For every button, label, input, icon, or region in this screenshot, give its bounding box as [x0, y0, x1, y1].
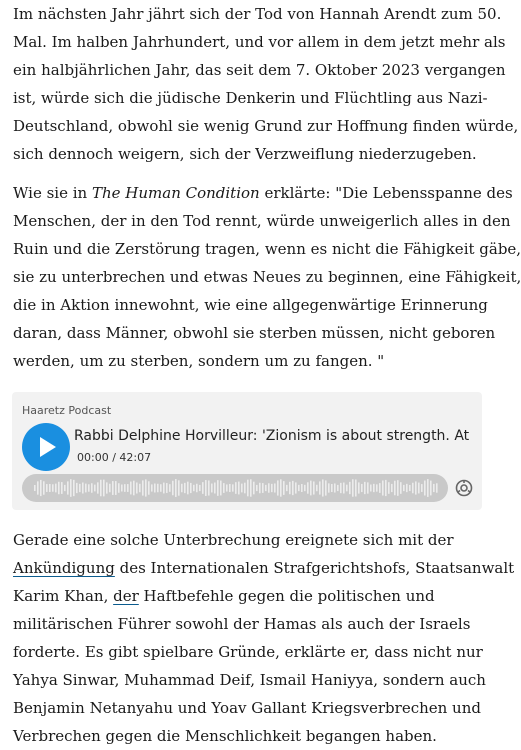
waveform-graphic: [22, 474, 448, 502]
podcast-label: Haaretz Podcast: [22, 404, 112, 417]
text-line: Mal. Im halben Jahrhundert, und vor allem in dem jetzt mehr als: [13, 33, 506, 51]
text-line: Yahya Sinwar, Muhammad Deif, Ismail Haniyya, sondern auch: [13, 671, 486, 689]
text-fragment: erklärte: "Die Lebensspanne des: [259, 184, 513, 202]
text-line: Menschen, der in den Tod rennt, würde unweigerlich alles in den: [13, 212, 511, 230]
paragraph-arendt-anniversary: [13, 0, 518, 168]
podcast-episode-title[interactable]: Rabbi Delphine Horvilleur: 'Zionism is about strength. At: [74, 428, 470, 444]
play-icon: [22, 423, 70, 471]
announcement-link[interactable]: Ankündigung: [13, 559, 115, 577]
text-fragment: Karim Khan,: [13, 587, 114, 605]
text-line: Verbrechen gegen die Menschlichkeit begangen haben.: [13, 727, 437, 745]
text-line: Deutschland, obwohl sie wenig Grund zur Hoffnung finden würde,: [13, 117, 519, 135]
text-line: ist, würde sich die jüdische Denkerin und Flüchtling aus Nazi-: [13, 89, 488, 107]
text-line: [13, 179, 521, 207]
text-line: sich dennoch weigern, sich der Verzweiflung niederzugeben.: [13, 145, 477, 163]
text-line: Im nächsten Jahr jährt sich der Tod von Hannah Arendt zum 50.: [13, 5, 502, 23]
text-fragment: Wie sie in: [13, 184, 92, 202]
text-line: die in Aktion innewohnt, wie eine allgegenwärtige Erinnerung: [13, 296, 488, 314]
podcast-time-readout: 00:00 / 42:07: [77, 451, 152, 464]
text-line: [13, 554, 514, 582]
gear-icon[interactable]: [455, 479, 473, 497]
text-line: Gerade eine solche Unterbrechung ereignete sich mit der: [13, 531, 454, 549]
text-fragment: des Internationalen Strafgerichtshofs, Staatsanwalt: [114, 559, 515, 577]
text-line: militärischen Führer sowohl der Hamas als auch der Israels: [13, 615, 471, 633]
text-line: daran, dass Männer, obwohl sie sterben müssen, nicht geboren: [13, 324, 496, 342]
text-fragment: Haftbefehle gegen die politischen und: [138, 587, 435, 605]
text-line: ein halbjährlichen Jahr, das seit dem 7. Oktober 2023 vergangen: [13, 61, 506, 79]
text-line: werden, um zu sterben, sondern um zu fangen. ": [13, 352, 385, 370]
play-button[interactable]: [22, 423, 70, 471]
paragraph-icc-announcement: [13, 526, 514, 750]
text-line: Ruin und die Zerstörung tragen, wenn es nicht die Fähigkeit gäbe,: [13, 240, 521, 258]
text-line: sie zu unterbrechen und etwas Neues zu beginnen, eine Fähigkeit,: [13, 268, 521, 286]
text-line: [13, 582, 514, 610]
text-line: forderte. Es gibt spielbare Gründe, erklärte er, dass nicht nur: [13, 643, 483, 661]
podcast-seek-waveform[interactable]: [22, 474, 448, 502]
book-title: The Human Condition: [91, 184, 260, 202]
podcast-player: [12, 392, 482, 510]
paragraph-human-condition-quote: [13, 179, 521, 375]
text-line: Benjamin Netanyahu und Yoav Gallant Kriegsverbrechen und: [13, 699, 481, 717]
der-link[interactable]: der: [113, 587, 139, 605]
